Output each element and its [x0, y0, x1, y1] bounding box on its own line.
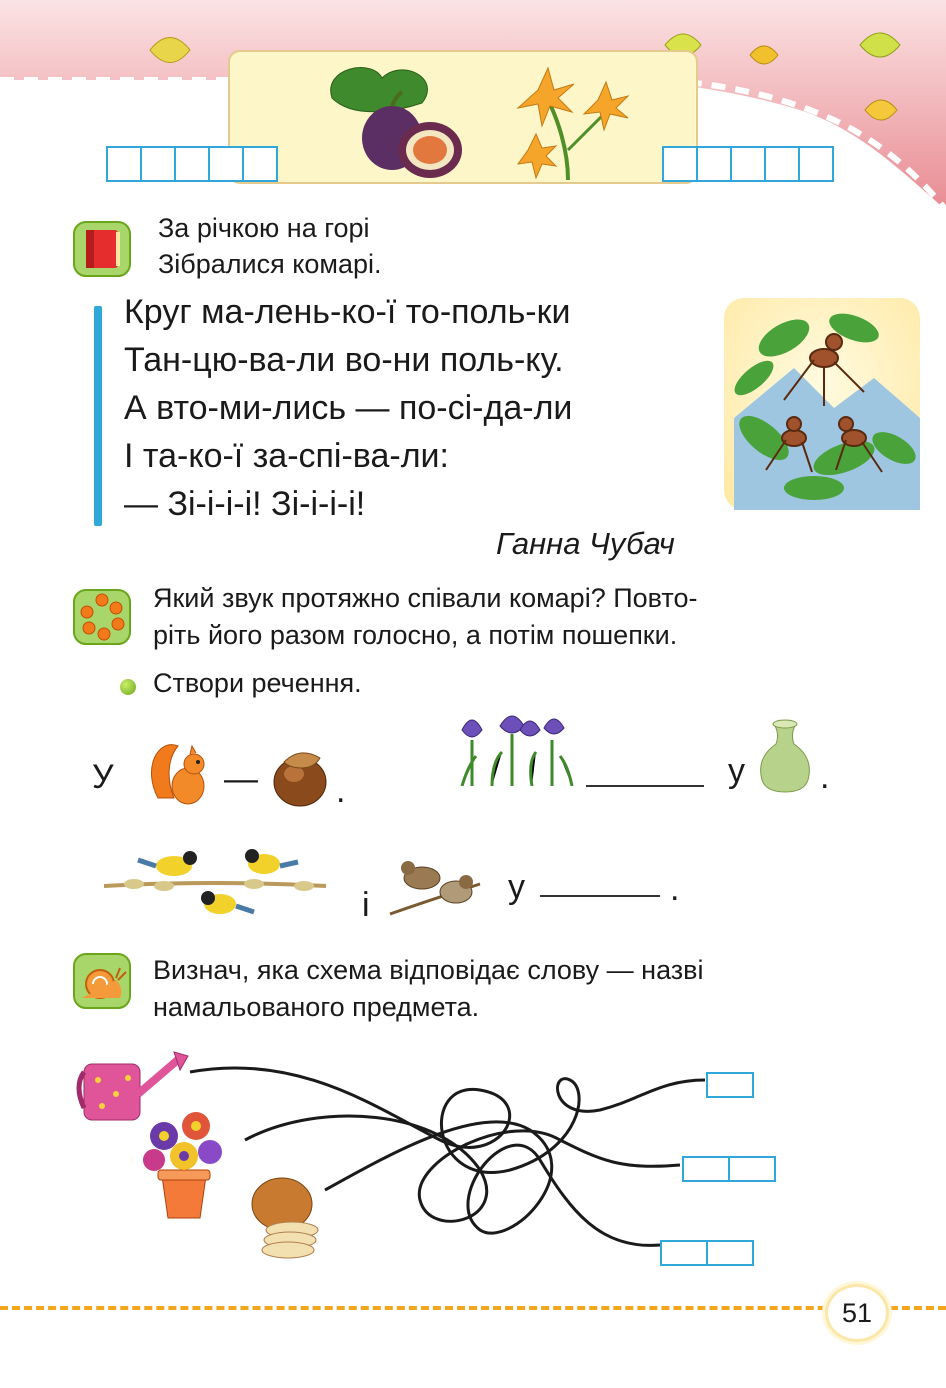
sparrows-image — [386, 848, 486, 920]
scheme-cell — [764, 146, 800, 182]
poem-line: Круг ма-лень-ко-ї то-поль-ки — [124, 293, 571, 331]
task-line: намальованого предмета. — [153, 992, 480, 1022]
irises-image — [452, 710, 582, 786]
sentence-start: У — [92, 758, 114, 796]
scheme-cell — [730, 146, 766, 182]
sentence-end: . — [336, 772, 346, 810]
sentence-dash: — — [224, 760, 258, 798]
sentence-preposition: у — [508, 868, 525, 906]
scheme-cell — [706, 1072, 754, 1098]
orange-beads-icon — [72, 588, 132, 646]
poem-line: А вто-ми-лись — по-сі-да-ли — [124, 389, 573, 427]
scheme-cell — [706, 1240, 754, 1266]
poem-text — [124, 288, 572, 528]
task-line: ріть його разом голосно, а потім пошепки. — [153, 620, 678, 650]
scheme-cell — [798, 146, 834, 182]
scheme-two-cells — [684, 1156, 776, 1182]
bullet-icon — [120, 679, 136, 695]
intro-line: Зібралися комарі. — [158, 249, 382, 279]
tangled-lines — [180, 1050, 710, 1280]
sentence-preposition: у — [728, 752, 745, 790]
vase-image — [756, 718, 814, 794]
sentence-end: . — [820, 758, 830, 796]
footer-divider — [0, 1306, 946, 1310]
red-book-icon — [72, 220, 132, 278]
hazelnut-image — [266, 744, 336, 808]
scheme-two-cells — [662, 1240, 754, 1266]
scheme-cell — [174, 146, 210, 182]
scheme-cell — [660, 1240, 708, 1266]
squirrel-image — [148, 738, 214, 810]
task-scheme-text — [153, 952, 853, 1026]
scheme-cell — [728, 1156, 776, 1182]
scheme-cell — [208, 146, 244, 182]
poem-line: — Зі-і-і-і! Зі-і-і-і! — [124, 485, 366, 523]
scheme-cell — [140, 146, 176, 182]
mosquitoes-illustration — [724, 298, 920, 510]
poem-line: І та-ко-ї за-спі-ва-ли: — [124, 437, 449, 475]
task-line: Який звук протяжно співали комарі? Повто- — [153, 583, 698, 613]
scheme-cell — [682, 1156, 730, 1182]
task-speak-text — [153, 580, 843, 654]
scheme-cell — [696, 146, 732, 182]
task-sentences-instruction: Створи речення. — [153, 668, 362, 698]
intro-line: За річкою на горі — [158, 213, 370, 243]
scheme-cell — [106, 146, 142, 182]
word-scheme-lily — [664, 146, 834, 182]
sentence-end: . — [670, 870, 680, 908]
poem-line: Тан-цю-ва-ли во-ни поль-ку. — [124, 341, 564, 379]
poem-bar — [94, 306, 102, 526]
poem-author: Ганна Чубач — [496, 526, 675, 561]
word-scheme-fig — [108, 146, 278, 182]
tits-on-branch-image — [104, 844, 326, 924]
page-number: 51 — [825, 1284, 889, 1342]
task-line: Визнач, яка схема відповідає слову — назві — [153, 955, 704, 985]
answer-line — [586, 785, 704, 787]
scheme-one-cell — [708, 1072, 754, 1098]
lilies-image — [498, 60, 638, 182]
answer-line — [540, 895, 660, 897]
sentence-and: і — [362, 886, 370, 924]
scheme-cell — [662, 146, 698, 182]
figs-image — [312, 58, 472, 180]
poem-intro — [158, 210, 382, 282]
snail-icon — [72, 952, 132, 1010]
scheme-cell — [242, 146, 278, 182]
